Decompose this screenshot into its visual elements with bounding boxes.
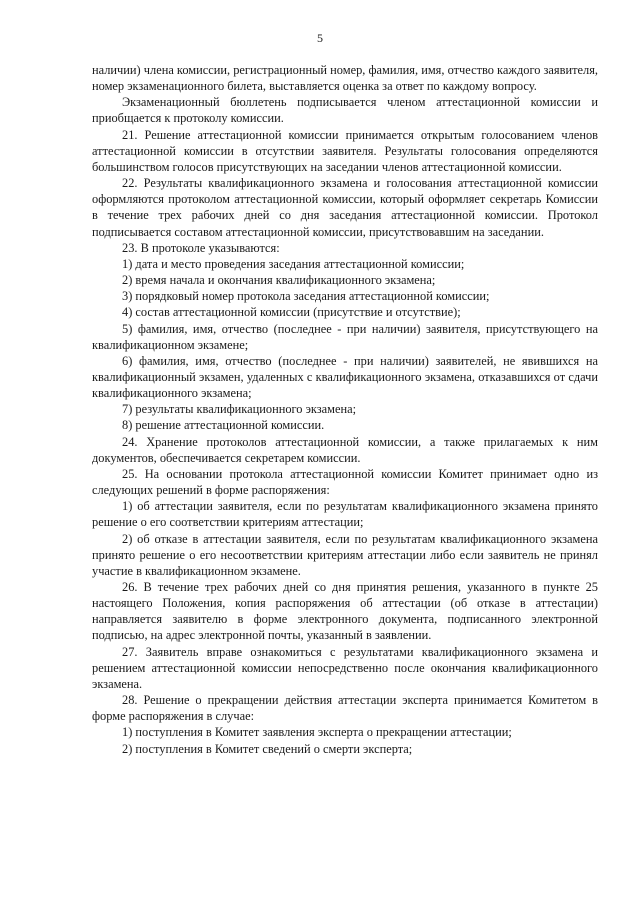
list-item-23-7: 7) результаты квалификационного экзамена;: [122, 402, 357, 417]
paragraph-25: 25. На основании протокола аттестационной комиссии Комитет принимает одно из следующих решений в форме распоряжения:: [92, 466, 598, 498]
list-item-23-6: 6) фамилия, имя, отчество (последнее - при наличии) заявителей, не явившихся на квалификационный экзамен, удаленных с квалификационного экзамена, отказавшихся от сдачи квалификационного экзамена;: [92, 353, 598, 401]
list-item-28-1: 1) поступления в Комитет заявления эксперта о прекращении аттестации;: [122, 725, 512, 740]
paragraph-ballot: Экзаменационный бюллетень подписывается членом аттестационной комиссии и приобщается к протоколу комиссии.: [92, 95, 598, 126]
list-item-23-3: 3) порядковый номер протокола заседания аттестационной комиссии;: [122, 289, 490, 304]
list-item-25-2: 2) об отказе в аттестации заявителя, если по результатам квалификационного экзамена принято решение о его несоответствии критериям аттестации либо если заявитель не принял участие в квалификационном экзамене.: [92, 531, 598, 578]
list-item-23-8: 8) решение аттестационной комиссии.: [122, 418, 325, 433]
paragraph-26: 26. В течение трех рабочих дней со дня принятия решения, указанного в пункте 25 настоящего Положения, копия распоряжения об аттестации (об отказе в аттестации) направляется заявителю в форме электронного документа, подписанного электронной подписью, на адрес электронной почты, указанный в заявлении.: [92, 580, 598, 643]
paragraph-continuation: наличии) члена комиссии, регистрационный номер, фамилия, имя, отчество каждого заявителя, номер экзаменационного билета, выставляется оценка за ответ по каждому вопросу.: [92, 63, 598, 94]
paragraph-23: 23. В протоколе указываются:: [122, 240, 280, 255]
list-item-23-1: 1) дата и место проведения заседания аттестационной комиссии;: [122, 256, 465, 271]
list-item-23-4: 4) состав аттестационной комиссии (присутствие и отсутствие);: [122, 305, 461, 320]
paragraph-22: 22. Результаты квалификационного экзамена и голосования аттестационной комиссии оформляются протоколом аттестационной комиссии, который оформляет секретарь Комиссии в течение трех рабочих дней со дня заседания аттестационной комиссии. Протокол подписывается составом аттестационной комиссии, присутствовавшим на заседании.: [92, 176, 598, 239]
list-item-23-5: 5) фамилия, имя, отчество (последнее - при наличии) заявителя, присутствующего на квалификационном экзамене;: [92, 321, 598, 352]
document-body: [92, 62, 598, 757]
paragraph-28: 28. Решение о прекращении действия аттестации эксперта принимается Комитетом в форме распоряжения в случае:: [92, 693, 598, 724]
paragraph-27: 27. Заявитель вправе ознакомиться с результатами квалификационного экзамена и решением аттестационной комиссии непосредственно после окончания квалификационного экзамена.: [92, 644, 598, 691]
list-item-23-2: 2) время начала и окончания квалификационного экзамена;: [122, 273, 436, 288]
list-item-28-2: 2) поступления в Комитет сведений о смерти эксперта;: [122, 741, 413, 756]
paragraph-21: 21. Решение аттестационной комиссии принимается открытым голосованием членов аттестационной комиссии в отсутствии заявителя. Результаты голосования определяются большинством голосов присутствующих на заседании членов аттестационной комиссии.: [92, 127, 598, 174]
list-item-25-1: 1) об аттестации заявителя, если по результатам квалификационного экзамена принято решение о его соответствии критериям аттестации;: [92, 499, 598, 530]
paragraph-24: 24. Хранение протоколов аттестационной комиссии, а также прилагаемых к ним документов, обеспечивается секретарем комиссии.: [92, 434, 598, 465]
page-number: 5: [317, 31, 323, 45]
